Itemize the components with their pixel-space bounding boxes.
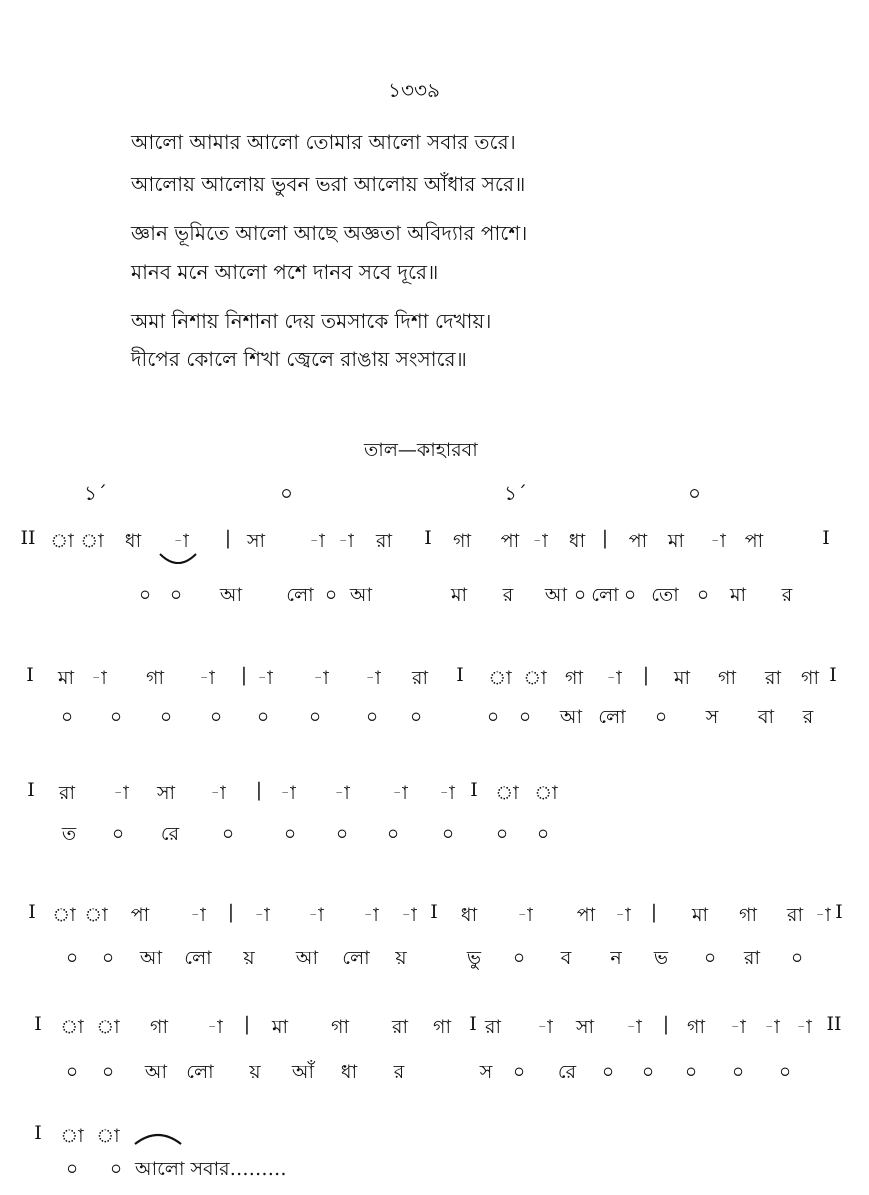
lyric-syllable: ০ [641,1061,655,1083]
slur-arc [158,552,198,570]
lyric-syllable: ০ [573,584,587,606]
swara-note: II [20,527,36,549]
swara-note: া [60,1125,84,1147]
swara-note: গা [150,1016,168,1038]
lyric-syllable: ০ [138,584,152,606]
swara-note: | [650,901,658,923]
beat-mark: ১´ [84,481,107,505]
lyric-syllable: ০ [111,823,125,845]
lyric-syllable: য় [249,1061,261,1083]
lyric-syllable: ০ [441,823,455,845]
swara-note: -া [280,782,296,804]
lyric-syllable: ভু [466,947,482,969]
swara-note: | [601,527,609,549]
lyric-syllable: র [502,584,514,606]
swara-note: -া [365,667,381,689]
swara-note: -া [537,1016,553,1038]
swara-note: -া [334,782,350,804]
lyric-syllable: ০ [324,584,338,606]
swara-note: সা [246,530,266,552]
lyric-syllable: ০ [623,584,637,606]
poem-line: মানব মনে আলো পশে দানব সবে দূরে॥ [131,260,439,284]
swara-note: সা [156,782,176,804]
swara-note: গা [565,667,583,689]
lyric-syllable: র [802,706,814,728]
lyric-syllable: লো [186,1061,214,1083]
lyric-syllable: স [705,706,719,728]
swara-note: -া [401,904,417,926]
lyric-syllable: ০ [109,1158,123,1180]
swara-note: -া [532,530,548,552]
lyric-syllable: র [393,1061,405,1083]
swara-note: -া [764,1016,780,1038]
lyric-syllable: ০ [65,1158,79,1180]
swara-note: ধা [124,530,142,552]
tala-title: তাল—কাহারবা [364,439,478,461]
swara-note: গা [801,667,819,689]
swara-note: I [430,901,438,923]
swara-note: -া [626,1016,642,1038]
lyric-syllable: ০ [495,823,509,845]
lyric-syllable: রা [744,947,760,969]
lyric-syllable: ০ [601,1061,615,1083]
swara-note: রা [787,904,803,926]
lyric-syllable: ০ [790,947,804,969]
lyric-syllable: রে [160,823,180,845]
swara-note: -া [254,904,270,926]
page-number: ১৩৩৯ [388,78,440,102]
swara-note: -া [730,1016,746,1038]
swara-note: া [523,667,547,689]
swara-note: -া [796,1016,812,1038]
lyric-syllable: ০ [684,1061,698,1083]
swara-note: | [224,527,232,549]
swara-note: রা [485,1016,501,1038]
swara-note: -া [363,904,379,926]
lyric-syllable: লো [591,584,619,606]
swara-note: -া [199,667,215,689]
swara-note: -া [615,904,631,926]
poem-line: আলোয় আলোয় ভুবন ভরা আলোয় আঁধার সরে॥ [131,172,526,196]
swara-note: -া [815,904,831,926]
lyric-syllable: ০ [209,706,223,728]
lyric-syllable: লো [184,947,212,969]
swara-note: মা [271,1016,289,1038]
swara-note: গা [453,530,471,552]
ending-text: আলো সবার……… [135,1158,287,1180]
lyric-syllable: স [479,1061,493,1083]
swara-note: I [822,527,830,549]
swara-note: -া [210,782,226,804]
swara-note: পা [130,904,150,926]
lyric-syllable: ০ [308,706,322,728]
swara-note: -া [439,782,455,804]
swara-note: পা [628,530,648,552]
lyric-syllable: ০ [536,823,550,845]
swara-note: -া [392,782,408,804]
poem-line: অমা নিশায় নিশানা দেয় তমসাকে দিশা দেখায়। [131,309,492,333]
swara-note: া [52,904,76,926]
swara-note: া [96,1016,120,1038]
lyric-syllable: রে [557,1061,577,1083]
swara-note: মা [667,530,685,552]
swara-note: -া [606,667,622,689]
swara-note: গা [433,1016,451,1038]
swara-note: া [488,667,512,689]
swara-note: I [28,901,36,923]
swara-note: | [227,901,235,923]
lyric-syllable: ০ [654,706,668,728]
lyric-syllable: আ [139,947,163,969]
lyric-syllable: য় [395,947,407,969]
swara-note: া [495,782,519,804]
lyric-syllable: ০ [731,1061,745,1083]
swara-note: I [469,1013,477,1035]
lyric-syllable: ০ [159,706,173,728]
swara-note: | [243,1013,251,1035]
lyric-syllable: আ [144,1061,168,1083]
swara-note: ধা [460,904,478,926]
swara-note: -া [309,530,325,552]
lyric-syllable: লো [598,706,626,728]
lyric-syllable: ০ [65,1061,79,1083]
swara-note: -া [710,530,726,552]
swara-note: I [34,1013,42,1035]
lyric-syllable: লো [286,584,314,606]
swara-note: I [829,664,837,686]
lyric-syllable: ০ [169,584,183,606]
lyric-syllable: আ [219,584,243,606]
swara-note: -া [313,667,329,689]
lyric-syllable: ধা [340,1061,358,1083]
lyric-syllable: আ [559,706,583,728]
swara-note: গা [146,667,164,689]
lyric-syllable: র [781,584,793,606]
lyric-syllable: ন [610,947,622,969]
swara-note: া [96,1125,120,1147]
beat-mark: ০ [688,481,702,505]
swara-note: রা [392,1016,408,1038]
swara-note: া [50,530,74,552]
lyric-syllable: আ [295,947,319,969]
lyric-syllable: ০ [335,823,349,845]
swara-note: মা [57,667,75,689]
swara-note: মা [673,667,691,689]
swara-note: গা [718,667,736,689]
swara-note: পা [744,530,764,552]
swara-note: -া [517,904,533,926]
lyric-syllable: ভ [653,947,669,969]
lyric-syllable: আ [544,584,568,606]
poem-line: জ্ঞান ভূমিতে আলো আছে অজ্ঞতা অবিদ্যার পাশে। [131,221,528,245]
lyric-syllable: ০ [256,706,270,728]
swara-note: -া [91,667,107,689]
lyric-syllable: ০ [512,1061,526,1083]
swara-note: | [662,1013,670,1035]
lyric-syllable: ০ [109,706,123,728]
slur-arc [133,1130,183,1146]
lyric-syllable: ০ [512,947,526,969]
lyric-syllable: লো [342,947,370,969]
lyric-syllable: আঁ [291,1061,315,1083]
beat-mark: ১´ [504,481,527,505]
lyric-syllable: ০ [365,706,379,728]
beat-mark: ০ [280,481,294,505]
lyric-syllable: ব [560,947,572,969]
lyric-syllable: আ [349,584,373,606]
lyric-syllable: ০ [703,947,717,969]
swara-note: | [642,664,650,686]
swara-note: মা [691,904,709,926]
swara-note: ধা [568,530,586,552]
lyric-syllable: ০ [283,823,297,845]
lyric-syllable: বা [757,706,775,728]
lyric-syllable: ০ [101,1061,115,1083]
lyric-syllable: ০ [518,706,532,728]
swara-note: I [470,779,478,801]
swara-note: | [240,664,248,686]
swara-note: গা [331,1016,349,1038]
swara-note: া [84,904,108,926]
swara-note: -া [173,530,189,552]
swara-note: -া [190,904,206,926]
swara-note: পা [500,530,520,552]
swara-note: া [80,530,104,552]
swara-note: রা [412,667,428,689]
swara-note: া [60,1016,84,1038]
lyric-syllable: ০ [778,1061,792,1083]
swara-note: গা [739,904,757,926]
lyric-syllable: ০ [65,947,79,969]
swara-note: I [26,664,34,686]
lyric-syllable: ০ [221,823,235,845]
swara-note: | [255,779,263,801]
swara-note: I [424,527,432,549]
swara-note: সা [575,1016,595,1038]
swara-note: -া [308,904,324,926]
swara-note: রা [765,667,781,689]
lyric-syllable: ০ [60,706,74,728]
swara-note: I [34,1122,42,1144]
swara-note: গা [687,1016,705,1038]
lyric-syllable: মা [450,584,468,606]
lyric-syllable: ০ [386,823,400,845]
poem-line: আলো আমার আলো তোমার আলো সবার তরে। [131,130,516,154]
swara-note: -া [257,667,273,689]
swara-note: II [826,1013,842,1035]
lyric-syllable: মা [729,584,747,606]
lyric-syllable: ০ [486,706,500,728]
lyric-syllable: ০ [101,947,115,969]
swara-note: রা [376,530,392,552]
swara-note: -া [207,1016,223,1038]
swara-note: পা [576,904,596,926]
swara-note: -া [338,530,354,552]
swara-note: রা [59,782,75,804]
swara-note: I [27,779,35,801]
lyric-syllable: য় [243,947,255,969]
lyric-syllable: ০ [696,584,710,606]
swara-note: া [534,782,558,804]
lyric-syllable: তো [651,584,679,606]
swara-note: I [456,664,464,686]
lyric-syllable: ত [61,823,77,845]
swara-note: -া [113,782,129,804]
lyric-syllable: ০ [409,706,423,728]
swara-note: I [835,901,843,923]
poem-line: দীপের কোলে শিখা জ্বেলে রাঙায় সংসারে॥ [131,347,467,371]
